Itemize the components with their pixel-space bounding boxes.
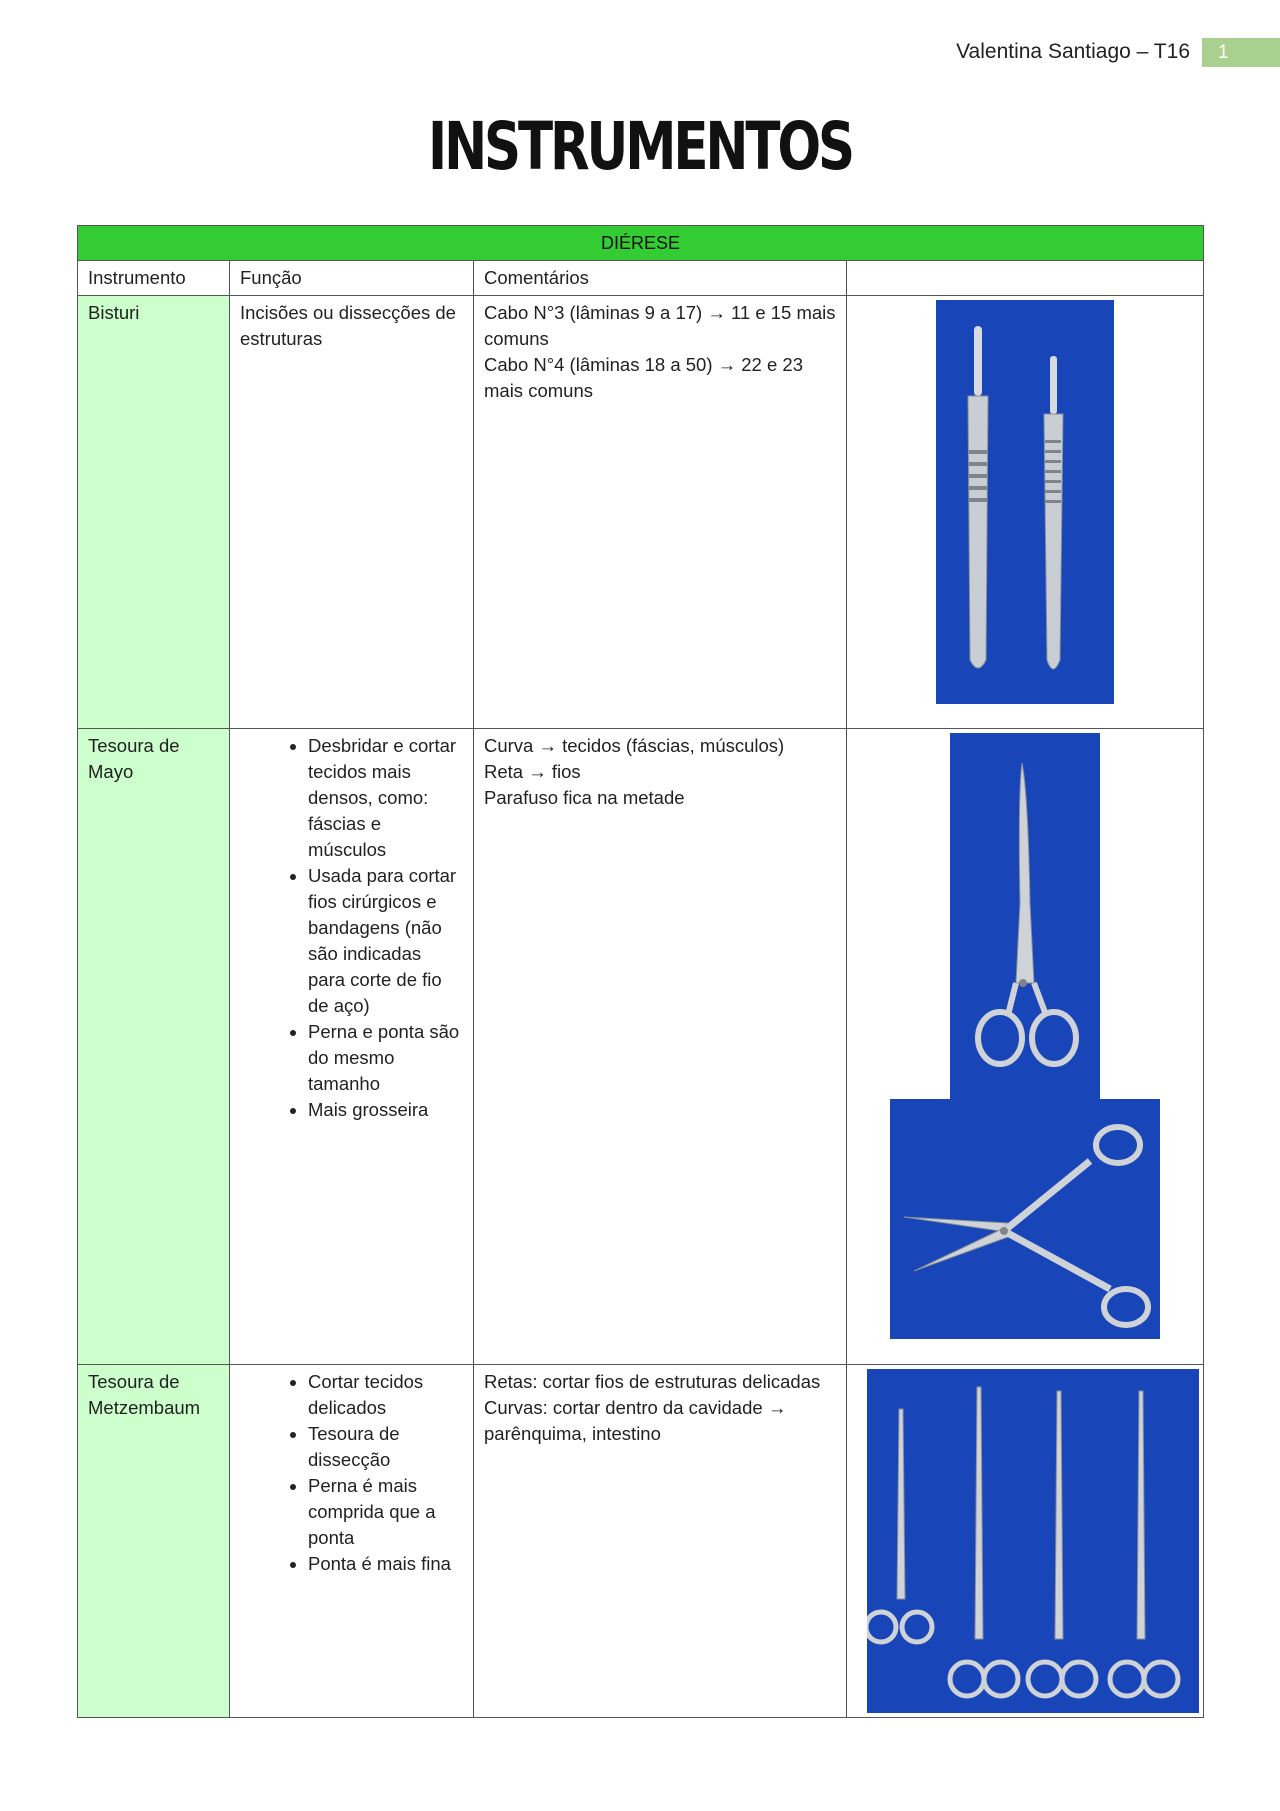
column-header: Função	[230, 261, 474, 296]
list-item: • Perna e ponta são do mesmo tamanho	[308, 1019, 463, 1097]
list-item: • Usada para cortar fios cirúrgicos e bandagens (não são indicadas para corte de fio de aço)	[308, 863, 463, 1019]
page-number: 1	[1202, 38, 1280, 67]
instrument-name: Bisturi	[78, 296, 230, 729]
metzembaum-scissors-photo	[867, 1369, 1199, 1713]
function-list	[230, 1369, 463, 1577]
section-header-row	[78, 226, 1204, 261]
instrument-name: Tesoura de Metzembaum	[78, 1365, 230, 1718]
function-cell	[230, 1365, 474, 1718]
list-item: • Tesoura de dissecção	[308, 1421, 463, 1473]
instrument-name: Tesoura de Mayo	[78, 729, 230, 1365]
list-item: • Cortar tecidos delicados	[308, 1369, 463, 1421]
photo-cell	[847, 1365, 1204, 1718]
function-cell	[230, 296, 474, 729]
comment-line: Curvas: cortar dentro da cavidade → parênquima, intestino	[484, 1397, 787, 1444]
comment-line: Curva → tecidos (fáscias, músculos)	[484, 735, 785, 756]
function-text: Incisões ou dissecções de estruturas	[240, 302, 456, 349]
function-list	[230, 733, 463, 1123]
column-header: Comentários	[474, 261, 847, 296]
header-author: Valentina Santiago – T16	[956, 40, 1190, 63]
comment-line: Parafuso fica na metade	[484, 787, 685, 808]
scalpel-handles-photo	[936, 300, 1114, 704]
column-header: Instrumento	[78, 261, 230, 296]
column-header-row	[78, 261, 1204, 296]
function-cell	[230, 729, 474, 1365]
comment-line: Reta → fios	[484, 761, 581, 782]
photo-cell	[847, 296, 1204, 729]
table-row	[78, 1365, 1204, 1718]
comments-cell	[474, 296, 847, 729]
list-item: • Perna é mais comprida que a ponta	[308, 1473, 463, 1551]
table-row	[78, 296, 1204, 729]
mayo-scissors-closed-photo	[950, 733, 1100, 1099]
comment-line: Retas: cortar fios de estruturas delicadas	[484, 1371, 821, 1392]
table-row	[78, 729, 1204, 1365]
section-title: DIÉRESE	[78, 226, 1204, 261]
comment-line: Cabo N°3 (lâminas 9 a 17) → 11 e 15 mais comuns	[484, 302, 836, 349]
list-item: • Desbridar e cortar tecidos mais densos, como: fáscias e músculos	[308, 733, 463, 863]
page-title: INSTRUMENTOS	[428, 108, 852, 185]
list-item: • Mais grosseira	[308, 1097, 463, 1123]
comments-cell	[474, 729, 847, 1365]
comment-line: Cabo N°4 (lâminas 18 a 50) → 22 e 23 mais comuns	[484, 354, 803, 401]
column-header	[847, 261, 1204, 296]
list-item: • Ponta é mais fina	[308, 1551, 463, 1577]
mayo-scissors-open-photo	[890, 1099, 1160, 1339]
instruments-table	[77, 225, 1204, 1718]
comments-cell	[474, 1365, 847, 1718]
photo-cell	[847, 729, 1204, 1365]
